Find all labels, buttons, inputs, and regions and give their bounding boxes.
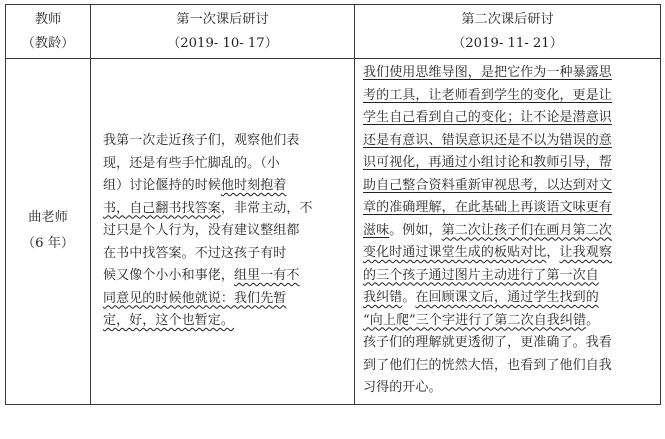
text-line xyxy=(363,107,650,130)
first-session-cell xyxy=(91,59,355,405)
text-line xyxy=(363,85,650,108)
wavy-underlined-text: “向上爬”三个字进行了第二次自我纠错 xyxy=(363,312,587,328)
table-row xyxy=(6,59,661,405)
text-line xyxy=(363,62,650,85)
text-span: 。例如， xyxy=(389,222,442,238)
text-line: 过只是个人行为，没有建议整组都 xyxy=(103,223,300,238)
text-line: 现，还是有些手忙脚乱的。（小 xyxy=(103,155,280,171)
wavy-underlined-text: 的三个孩子通过图片主动进行了第一次自 xyxy=(363,267,599,283)
text-span: 候又像个小小和事佬， xyxy=(103,268,235,283)
underlined-text: 助自己整合资料重新审视思考，以达到对文 xyxy=(363,177,612,193)
text-line xyxy=(103,175,343,198)
header-second-session-cell xyxy=(355,5,661,59)
header-teacher-cell xyxy=(6,5,91,59)
text-span: 。 xyxy=(586,312,600,328)
header-teaching-years-label: （教龄） xyxy=(21,35,75,51)
table-header-row xyxy=(6,5,661,59)
header-second-session-title: 第二次课后研讨 xyxy=(461,11,554,27)
text-line xyxy=(363,310,650,333)
text-line xyxy=(363,130,650,153)
text-line: 我第一次走近孩子们，观察他们表 xyxy=(103,133,300,148)
header-first-session-date: （2019- 10- 17） xyxy=(167,35,278,51)
text-line xyxy=(363,175,650,198)
wavy-underlined-text: 让我观察 xyxy=(559,245,612,260)
wavy-underlined-text: 组里一有不 xyxy=(234,268,300,283)
wavy-underlined-text: 定，好，这个也暂定。 xyxy=(103,313,235,328)
text-line xyxy=(363,287,650,310)
text-line xyxy=(363,220,650,243)
text-line: 在书中找答案。不过这孩子有时 xyxy=(103,245,287,261)
text-line: 孩子们的理解就更透彻了，更准确了。我看 xyxy=(363,335,612,350)
wavy-underlined-text: 第二次让孩子们在画月第二次 xyxy=(441,222,612,238)
text-line xyxy=(363,152,650,175)
teacher-years: （6 年） xyxy=(21,236,75,252)
text-line xyxy=(363,265,650,288)
text-span: 组）讨论偃持的时候 xyxy=(103,178,221,193)
wavy-underlined-text: 我纠错 xyxy=(363,290,403,305)
header-first-session-title: 第一次课后研讨 xyxy=(176,11,269,27)
underlined-text: 还是有意识、错误意识还是不以为错误的意 xyxy=(363,132,612,148)
text-span: ，非常主动，不 xyxy=(220,200,313,216)
first-session-text xyxy=(103,130,343,333)
wavy-underlined-text: 书，自己翻书找答案 xyxy=(103,200,221,216)
wavy-underlined-text: 在回顾课文后，通过学生找到的 xyxy=(415,290,599,305)
wavy-underlined-text: 他时刻抱着 xyxy=(220,178,287,193)
wavy-underlined-line: 同意见的时候他就说：我们先暂 xyxy=(103,290,287,306)
second-session-cell xyxy=(355,59,661,405)
text-line xyxy=(363,242,650,265)
text-line: 习得的开心。 xyxy=(363,380,442,395)
text-line xyxy=(103,310,343,333)
header-teacher-label: 教师 xyxy=(34,11,62,27)
underlined-text: 我们使用思维导图，是把它作为一种暴露思 xyxy=(363,65,612,80)
header-second-session-date: （2019- 11- 21） xyxy=(452,35,563,51)
underlined-text: 考的工具，让老师看到学生的变化，更是让 xyxy=(363,87,612,103)
text-line: 到了他们仨的恍然大悟，也看到了他们自我 xyxy=(363,357,612,373)
underlined-text: 滋味 xyxy=(363,222,390,238)
text-line xyxy=(103,198,343,221)
underlined-text: 章的准确理解，在此基础上再谈语文味更有 xyxy=(363,200,612,215)
underlined-text: 让不论是潜意识 xyxy=(520,110,612,125)
second-session-text xyxy=(363,62,650,400)
teacher-name: 曲老师 xyxy=(28,210,68,226)
header-first-session-cell xyxy=(91,5,355,59)
underlined-text: 学生自己看到自己的变化； xyxy=(363,110,521,125)
text-line xyxy=(103,265,343,288)
research-table xyxy=(5,4,661,405)
teacher-cell xyxy=(6,59,91,405)
text-span: ， xyxy=(546,245,560,260)
wavy-underlined-text: 变化时通过课堂生成的板贴对比 xyxy=(363,245,547,260)
text-span: 。 xyxy=(402,290,416,305)
text-line xyxy=(363,197,650,220)
underlined-text: 识可视化，再通过小组讨论和教师引导，帮 xyxy=(363,155,612,170)
